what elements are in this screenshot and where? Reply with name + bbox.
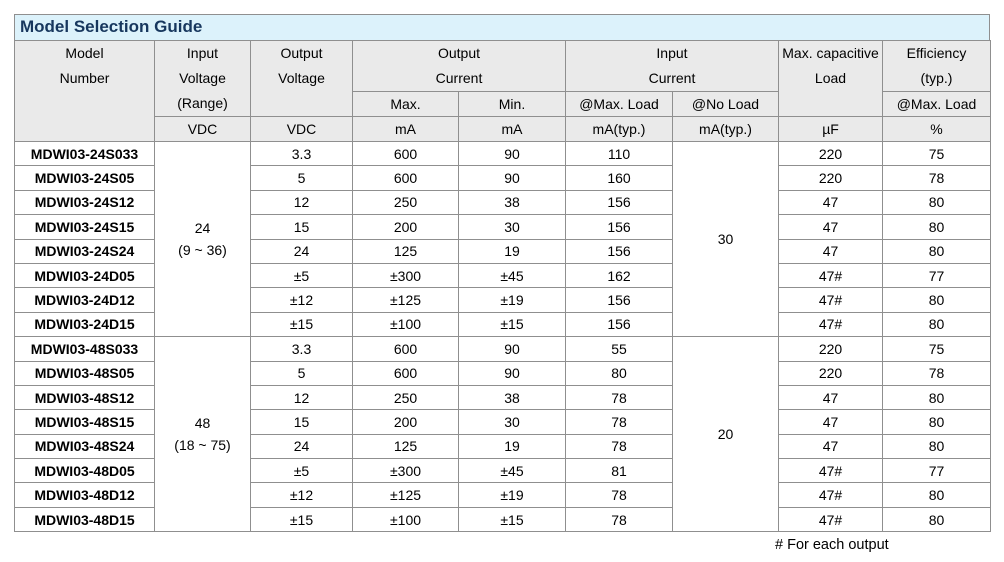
header-line: Voltage <box>179 70 226 86</box>
model-number: MDWI03-24S15 <box>15 215 155 239</box>
header-line: Output <box>280 45 323 61</box>
input-voltage-nominal: 48 <box>194 415 211 432</box>
output-current-max: ±125 <box>353 483 459 507</box>
output-current-min: 30 <box>459 215 566 239</box>
efficiency: 75 <box>883 142 991 166</box>
input-current-no-load-merged-cell: 30 <box>673 142 779 337</box>
header-line: Voltage <box>278 70 325 86</box>
table-row <box>15 142 991 166</box>
output-voltage: ±5 <box>251 263 353 287</box>
max-capacitive-load: 47 <box>779 385 883 409</box>
max-capacitive-load: 220 <box>779 337 883 361</box>
output-voltage: 12 <box>251 190 353 214</box>
model-number: MDWI03-48D12 <box>15 483 155 507</box>
header-line: Input <box>186 45 219 61</box>
input-current-max-load: 156 <box>566 215 673 239</box>
header-row-units <box>15 117 991 142</box>
header-line: (typ.) <box>920 70 953 86</box>
table-row <box>15 337 991 361</box>
header-line: Output <box>437 45 481 61</box>
subheader-input-current-max-load: @Max. Load <box>566 92 673 117</box>
model-number: MDWI03-48S05 <box>15 361 155 385</box>
max-capacitive-load: 47# <box>779 312 883 336</box>
subheader-input-current-no-load: @No Load <box>673 92 779 117</box>
max-capacitive-load: 47 <box>779 215 883 239</box>
max-capacitive-load: 47 <box>779 434 883 458</box>
unit-efficiency: % <box>883 117 991 142</box>
model-number: MDWI03-48S033 <box>15 337 155 361</box>
output-voltage: ±12 <box>251 483 353 507</box>
model-number: MDWI03-24D12 <box>15 288 155 312</box>
max-capacitive-load: 220 <box>779 166 883 190</box>
output-current-min: ±19 <box>459 288 566 312</box>
input-voltage-nominal: 24 <box>194 220 211 237</box>
max-capacitive-load: 47# <box>779 483 883 507</box>
unit-output-voltage: VDC <box>251 117 353 142</box>
col-header-output-voltage <box>251 41 353 117</box>
model-number: MDWI03-24S033 <box>15 142 155 166</box>
input-current-max-load: 156 <box>566 239 673 263</box>
unit-input-voltage: VDC <box>155 117 251 142</box>
output-current-min: 19 <box>459 434 566 458</box>
max-capacitive-load: 47# <box>779 507 883 531</box>
efficiency: 78 <box>883 361 991 385</box>
unit-output-current-min: mA <box>459 117 566 142</box>
output-current-min: 38 <box>459 190 566 214</box>
output-voltage: 5 <box>251 166 353 190</box>
col-header-input-voltage <box>155 41 251 117</box>
output-current-max: ±100 <box>353 312 459 336</box>
efficiency: 80 <box>883 507 991 531</box>
output-current-max: ±300 <box>353 263 459 287</box>
col-header-output-current <box>353 41 566 92</box>
max-capacitive-load: 47 <box>779 239 883 263</box>
output-current-min: ±15 <box>459 312 566 336</box>
input-current-max-load: 156 <box>566 190 673 214</box>
output-current-max: 200 <box>353 215 459 239</box>
output-current-min: 90 <box>459 361 566 385</box>
header-line: Input <box>656 45 688 61</box>
header-line: Load <box>814 70 847 86</box>
model-selection-guide-table <box>14 14 990 553</box>
model-number: MDWI03-24S24 <box>15 239 155 263</box>
unit-input-current-max: mA(typ.) <box>566 117 673 142</box>
subheader-efficiency-max-load: @Max. Load <box>883 92 991 117</box>
output-voltage: 24 <box>251 239 353 263</box>
efficiency: 80 <box>883 483 991 507</box>
output-voltage: 12 <box>251 385 353 409</box>
output-current-max: ±300 <box>353 459 459 483</box>
efficiency: 77 <box>883 263 991 287</box>
output-current-min: ±45 <box>459 263 566 287</box>
col-header-input-current <box>566 41 779 92</box>
output-current-max: ±125 <box>353 288 459 312</box>
efficiency: 80 <box>883 434 991 458</box>
output-current-max: 200 <box>353 410 459 434</box>
header-line: Model <box>65 45 104 61</box>
input-current-max-load: 78 <box>566 385 673 409</box>
efficiency: 80 <box>883 288 991 312</box>
input-current-max-load: 78 <box>566 483 673 507</box>
output-current-max: 600 <box>353 337 459 361</box>
output-current-min: ±19 <box>459 483 566 507</box>
efficiency: 80 <box>883 190 991 214</box>
input-voltage-range: (9 ~ 36) <box>178 242 227 259</box>
output-voltage: ±15 <box>251 507 353 531</box>
spec-table <box>14 40 991 532</box>
input-current-max-load: 156 <box>566 312 673 336</box>
efficiency: 80 <box>883 215 991 239</box>
output-current-max: 600 <box>353 142 459 166</box>
output-voltage: 15 <box>251 215 353 239</box>
efficiency: 75 <box>883 337 991 361</box>
output-voltage: 3.3 <box>251 337 353 361</box>
header-line: Max. capacitive <box>782 45 879 61</box>
efficiency: 80 <box>883 312 991 336</box>
model-number: MDWI03-24D05 <box>15 263 155 287</box>
input-voltage-merged-cell <box>155 142 251 337</box>
model-number: MDWI03-48S15 <box>15 410 155 434</box>
model-number: MDWI03-48S12 <box>15 385 155 409</box>
subheader-output-current-min: Min. <box>459 92 566 117</box>
page-title: Model Selection Guide <box>14 14 990 40</box>
efficiency: 80 <box>883 239 991 263</box>
col-header-model-number <box>15 41 155 142</box>
input-current-max-load: 156 <box>566 288 673 312</box>
model-number: MDWI03-48D05 <box>15 459 155 483</box>
output-current-min: 19 <box>459 239 566 263</box>
output-current-max: ±100 <box>353 507 459 531</box>
model-number: MDWI03-24S12 <box>15 190 155 214</box>
col-header-efficiency <box>883 41 991 92</box>
unit-capacitive-load: µF <box>779 117 883 142</box>
input-current-max-load: 81 <box>566 459 673 483</box>
output-current-max: 600 <box>353 361 459 385</box>
subheader-output-current-max: Max. <box>353 92 459 117</box>
output-voltage: ±5 <box>251 459 353 483</box>
header-row-groups <box>15 41 991 92</box>
max-capacitive-load: 47 <box>779 410 883 434</box>
input-voltage-range: (18 ~ 75) <box>174 437 231 454</box>
output-current-min: 30 <box>459 410 566 434</box>
max-capacitive-load: 47# <box>779 459 883 483</box>
output-current-max: 125 <box>353 239 459 263</box>
input-current-max-load: 80 <box>566 361 673 385</box>
efficiency: 80 <box>883 410 991 434</box>
output-voltage: 24 <box>251 434 353 458</box>
output-current-min: ±15 <box>459 507 566 531</box>
input-current-max-load: 162 <box>566 263 673 287</box>
output-voltage: ±12 <box>251 288 353 312</box>
output-current-min: 90 <box>459 142 566 166</box>
header-line: Current <box>648 70 696 86</box>
output-current-max: 600 <box>353 166 459 190</box>
unit-output-current-max: mA <box>353 117 459 142</box>
output-current-min: 38 <box>459 385 566 409</box>
output-current-min: 90 <box>459 337 566 361</box>
output-voltage: 5 <box>251 361 353 385</box>
efficiency: 80 <box>883 385 991 409</box>
input-current-max-load: 78 <box>566 434 673 458</box>
col-header-max-capacitive-load <box>779 41 883 117</box>
output-current-min: 90 <box>459 166 566 190</box>
model-number: MDWI03-48D15 <box>15 507 155 531</box>
output-current-max: 125 <box>353 434 459 458</box>
output-voltage: ±15 <box>251 312 353 336</box>
efficiency: 78 <box>883 166 991 190</box>
max-capacitive-load: 220 <box>779 142 883 166</box>
output-current-max: 250 <box>353 190 459 214</box>
input-current-max-load: 160 <box>566 166 673 190</box>
output-voltage: 15 <box>251 410 353 434</box>
model-number: MDWI03-24D15 <box>15 312 155 336</box>
header-line: Efficiency <box>906 45 967 61</box>
header-line: Current <box>435 70 483 86</box>
max-capacitive-load: 47# <box>779 263 883 287</box>
footnote: # For each output <box>775 537 889 554</box>
header-line: Number <box>59 70 110 86</box>
input-current-no-load-merged-cell: 20 <box>673 337 779 532</box>
model-number: MDWI03-48S24 <box>15 434 155 458</box>
input-current-max-load: 55 <box>566 337 673 361</box>
model-number: MDWI03-24S05 <box>15 166 155 190</box>
input-current-max-load: 78 <box>566 507 673 531</box>
max-capacitive-load: 47# <box>779 288 883 312</box>
input-current-max-load: 78 <box>566 410 673 434</box>
input-current-max-load: 110 <box>566 142 673 166</box>
output-current-min: ±45 <box>459 459 566 483</box>
max-capacitive-load: 47 <box>779 190 883 214</box>
efficiency: 77 <box>883 459 991 483</box>
input-voltage-merged-cell <box>155 337 251 532</box>
output-voltage: 3.3 <box>251 142 353 166</box>
unit-input-current-no: mA(typ.) <box>673 117 779 142</box>
header-line: (Range) <box>177 95 228 111</box>
output-current-max: 250 <box>353 385 459 409</box>
max-capacitive-load: 220 <box>779 361 883 385</box>
